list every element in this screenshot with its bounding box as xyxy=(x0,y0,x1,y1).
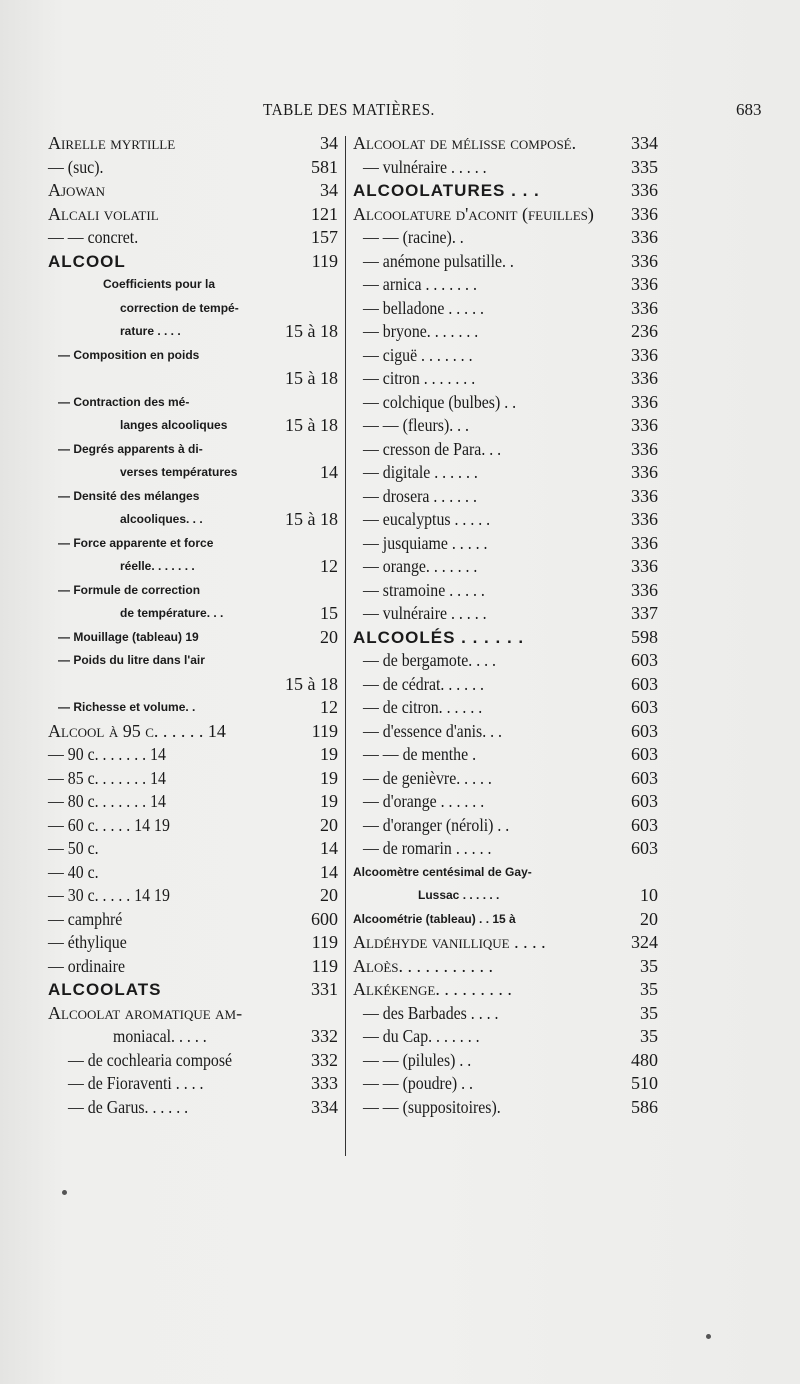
index-entry xyxy=(48,696,338,720)
index-entry xyxy=(48,226,338,250)
entry-label: — — (poudre) . . xyxy=(363,1073,473,1093)
entry-label: Alcoolat de mélisse composé. xyxy=(353,133,577,153)
entry-label: — Densité des mélanges xyxy=(58,488,200,503)
index-entry xyxy=(48,156,338,180)
entry-page-ref: 336 xyxy=(631,438,658,459)
entry-page-ref: 603 xyxy=(631,720,658,741)
entry-page-ref: 336 xyxy=(631,556,658,576)
entry-page-ref: 336 xyxy=(631,274,658,294)
entry-label: — stramoine . . . . . xyxy=(363,579,485,600)
entry-label: — Richesse et volume. . xyxy=(58,700,196,714)
index-entry xyxy=(353,861,658,885)
entry-label: — cresson de Para. . . xyxy=(363,438,502,459)
entry-label: — de Fioraventi . . . . xyxy=(68,1073,204,1093)
entry-label: Coefficients pour la xyxy=(103,277,216,291)
index-entry xyxy=(48,320,338,344)
running-title: TABLE DES MATIÈRES. xyxy=(263,100,435,119)
index-entry xyxy=(353,1025,658,1049)
index-entry xyxy=(48,814,338,838)
entry-label: — de genièvre. . . . . xyxy=(363,767,492,788)
entry-page-ref: 337 xyxy=(631,603,658,623)
entry-label: — de romarin . . . . . xyxy=(363,838,492,858)
entry-label: — Poids du litre dans l'air xyxy=(58,653,205,667)
entry-page-ref: 336 xyxy=(631,250,658,271)
entry-page-ref: 480 xyxy=(631,1049,658,1070)
index-entry xyxy=(353,156,658,180)
index-entry xyxy=(48,391,338,415)
entry-label: — du Cap. . . . . . . xyxy=(363,1026,480,1046)
entry-label: — — de menthe . xyxy=(363,744,477,764)
entry-label: — Formule de correction xyxy=(58,582,201,597)
entry-page-ref: 336 xyxy=(631,462,658,482)
entry-page-ref: 12 xyxy=(320,697,338,717)
index-entry xyxy=(48,297,338,321)
entry-label: — Contraction des mé- xyxy=(58,394,190,409)
entry-label: — arnica . . . . . . . xyxy=(363,274,477,294)
entry-page-ref: 581 xyxy=(311,156,338,177)
entry-page-ref: 603 xyxy=(631,791,658,811)
entry-label: — Mouillage (tableau) 19 xyxy=(58,629,199,644)
entry-page-ref: 20 xyxy=(320,885,338,905)
entry-label: correction de tempé- xyxy=(120,300,239,315)
entry-page-ref: 14 xyxy=(320,462,338,482)
index-entry xyxy=(48,508,338,532)
index-entry xyxy=(48,438,338,462)
index-entry xyxy=(48,250,338,274)
entry-label: Aldéhyde vanillique . . . . xyxy=(353,932,546,952)
entry-label: — ordinaire xyxy=(48,955,125,976)
index-entry xyxy=(48,367,338,391)
entry-label: — belladone . . . . . xyxy=(363,297,484,318)
entry-page-ref: 336 xyxy=(631,579,658,600)
entry-label: verses températures xyxy=(120,465,238,479)
index-entry xyxy=(353,1002,658,1026)
index-entry xyxy=(353,320,658,344)
entry-page-ref: 333 xyxy=(311,1073,338,1093)
entry-page-ref: 332 xyxy=(311,1049,338,1070)
entry-page-ref: 35 xyxy=(640,979,658,999)
index-entry xyxy=(353,391,658,415)
entry-page-ref: 19 xyxy=(320,744,338,764)
index-entry xyxy=(353,1072,658,1096)
entry-label: réelle. . . . . . . xyxy=(120,559,195,573)
entry-page-ref: 336 xyxy=(631,415,658,435)
entry-label: — anémone pulsatille. . xyxy=(363,250,514,271)
index-entry xyxy=(48,931,338,955)
entry-label: — colchique (bulbes) . . xyxy=(363,391,517,412)
entry-page-ref: 336 xyxy=(631,509,658,529)
entry-label: Alkékenge. . . . . . . . . xyxy=(353,979,512,999)
entry-label: — 60 c. . . . . 14 19 xyxy=(48,814,170,835)
entry-label: — de citron. . . . . . xyxy=(363,697,483,717)
entry-page-ref: 336 xyxy=(631,485,658,506)
index-entry xyxy=(353,438,658,462)
entry-label: — de cochlearia composé xyxy=(68,1049,233,1070)
entry-page-ref: 119 xyxy=(311,932,338,952)
entry-page-ref: 603 xyxy=(631,673,658,694)
entry-page-ref: 20 xyxy=(320,814,338,835)
index-entry xyxy=(353,837,658,861)
entry-label: — d'oranger (néroli) . . xyxy=(363,814,510,835)
index-entry xyxy=(48,1072,338,1096)
entry-label: — 80 c. . . . . . . 14 xyxy=(48,791,166,811)
index-entry xyxy=(353,978,658,1002)
index-entry xyxy=(353,884,658,908)
index-entry xyxy=(353,485,658,509)
index-entry xyxy=(48,602,338,626)
entry-label: — — (suppositoires). xyxy=(363,1096,501,1117)
entry-page-ref: 336 xyxy=(631,227,658,247)
entry-label: — Degrés apparents à di- xyxy=(58,441,203,456)
entry-label: ALCOOLATS xyxy=(48,980,162,999)
entry-label: — — (pilules) . . xyxy=(363,1049,472,1070)
index-entry xyxy=(353,955,658,979)
entry-page-ref: 15 à 18 xyxy=(285,368,338,388)
entry-label: — orange. . . . . . . xyxy=(363,556,478,576)
page-header xyxy=(0,100,800,124)
entry-page-ref: 35 xyxy=(640,1002,658,1023)
entry-page-ref: 586 xyxy=(631,1096,658,1117)
index-entry xyxy=(48,203,338,227)
index-entry xyxy=(353,203,658,227)
entry-label: — — concret. xyxy=(48,227,139,247)
index-entry xyxy=(353,273,658,297)
index-entry xyxy=(353,367,658,391)
index-entry xyxy=(48,908,338,932)
index-entry xyxy=(353,720,658,744)
entry-label: Alcali volatil xyxy=(48,203,159,224)
entry-page-ref: 324 xyxy=(631,932,658,952)
index-entry xyxy=(353,297,658,321)
index-entry xyxy=(48,767,338,791)
entry-label: alcooliques. . . xyxy=(120,512,203,526)
index-entry xyxy=(353,626,658,650)
index-entry xyxy=(48,743,338,767)
entry-label: — — (fleurs). . . xyxy=(363,415,470,435)
index-entry xyxy=(353,132,658,156)
index-entry xyxy=(353,250,658,274)
entry-page-ref: 334 xyxy=(631,133,658,153)
index-entry xyxy=(48,414,338,438)
ink-speck xyxy=(62,1190,67,1195)
entry-page-ref: 236 xyxy=(631,321,658,341)
index-entry xyxy=(353,461,658,485)
entry-label: — des Barbades . . . . xyxy=(363,1002,499,1023)
index-entry xyxy=(48,649,338,673)
entry-page-ref: 20 xyxy=(320,626,338,647)
entry-label: — vulnéraire . . . . . xyxy=(363,603,487,623)
entry-page-ref: 157 xyxy=(311,227,338,247)
entry-label: — 85 c. . . . . . . 14 xyxy=(48,767,166,788)
entry-page-ref: 603 xyxy=(631,814,658,835)
entry-page-ref: 334 xyxy=(311,1096,338,1117)
index-entry xyxy=(353,814,658,838)
entry-page-ref: 598 xyxy=(631,626,658,647)
index-entry xyxy=(353,649,658,673)
entry-page-ref: 19 xyxy=(320,767,338,788)
entry-label: — éthylique xyxy=(48,932,127,952)
entry-page-ref: 19 xyxy=(320,791,338,811)
entry-label: Airelle myrtille xyxy=(48,133,176,153)
entry-page-ref: 603 xyxy=(631,697,658,717)
entry-page-ref: 34 xyxy=(320,180,338,200)
entry-page-ref: 336 xyxy=(631,532,658,553)
index-entry xyxy=(48,978,338,1002)
index-entry xyxy=(48,344,338,368)
index-entry xyxy=(353,344,658,368)
index-entry xyxy=(353,931,658,955)
entry-label: — de bergamote. . . . xyxy=(363,650,497,670)
entry-page-ref: 20 xyxy=(640,908,658,929)
entry-page-ref: 34 xyxy=(320,133,338,153)
index-column-right xyxy=(353,132,658,1119)
entry-label: — drosera . . . . . . xyxy=(363,485,477,506)
entry-page-ref: 336 xyxy=(631,391,658,412)
entry-label: — ciguë . . . . . . . xyxy=(363,344,473,365)
entry-page-ref: 510 xyxy=(631,1073,658,1093)
index-entry xyxy=(48,884,338,908)
index-entry xyxy=(48,132,338,156)
index-entry xyxy=(48,673,338,697)
index-entry xyxy=(48,485,338,509)
entry-label: — camphré xyxy=(48,908,123,929)
entry-label: ALCOOLATURES . . . xyxy=(353,181,540,200)
entry-page-ref: 15 à 18 xyxy=(285,673,338,694)
entry-label: — digitale . . . . . . xyxy=(363,462,478,482)
index-entry xyxy=(48,532,338,556)
index-entry xyxy=(48,1025,338,1049)
index-entry xyxy=(48,1002,338,1026)
entry-label: Aloès. . . . . . . . . . . xyxy=(353,955,493,976)
index-entry xyxy=(48,1096,338,1120)
entry-page-ref: 600 xyxy=(311,908,338,929)
entry-label: — 90 c. . . . . . . 14 xyxy=(48,744,166,764)
entry-label: — jusquiame . . . . . xyxy=(363,532,488,553)
entry-label: — 50 c. xyxy=(48,838,99,858)
index-entry xyxy=(48,955,338,979)
index-entry xyxy=(353,1049,658,1073)
entry-page-ref: 332 xyxy=(311,1026,338,1046)
entry-page-ref: 15 xyxy=(320,603,338,623)
index-entry xyxy=(353,696,658,720)
index-entry xyxy=(48,1049,338,1073)
entry-page-ref: 119 xyxy=(311,955,338,976)
entry-label: Alcoolature d'aconit (feuilles) xyxy=(353,203,594,224)
index-entry xyxy=(353,579,658,603)
entry-page-ref: 12 xyxy=(320,556,338,576)
entry-label: ALCOOL xyxy=(48,251,126,271)
entry-page-ref: 336 xyxy=(631,368,658,388)
entry-label: Lussac . . . . . . xyxy=(418,888,500,902)
index-entry xyxy=(48,555,338,579)
page-number: 683 xyxy=(736,100,762,119)
entry-label: de température. . . xyxy=(120,606,224,620)
index-entry xyxy=(353,673,658,697)
index-entry xyxy=(48,720,338,744)
index-entry xyxy=(353,508,658,532)
entry-page-ref: 15 à 18 xyxy=(285,509,338,529)
entry-label: — (suc). xyxy=(48,156,104,177)
entry-label: moniacal. . . . . xyxy=(113,1026,207,1046)
index-entry xyxy=(353,790,658,814)
entry-page-ref: 15 à 18 xyxy=(285,415,338,435)
index-entry xyxy=(48,837,338,861)
entry-page-ref: 336 xyxy=(631,344,658,365)
entry-page-ref: 119 xyxy=(311,720,338,741)
index-entry xyxy=(353,179,658,203)
index-entry xyxy=(353,532,658,556)
entry-label: langes alcooliques xyxy=(120,418,228,432)
index-entry xyxy=(353,908,658,932)
entry-page-ref: 336 xyxy=(631,297,658,318)
index-entry xyxy=(48,579,338,603)
index-entry xyxy=(48,273,338,297)
index-entry xyxy=(353,555,658,579)
index-entry xyxy=(48,626,338,650)
entry-page-ref: 10 xyxy=(640,885,658,905)
entry-label: Alcoométrie (tableau) . . 15 à xyxy=(353,911,516,926)
index-entry xyxy=(48,179,338,203)
ink-speck xyxy=(706,1334,711,1339)
entry-label: rature . . . . xyxy=(120,324,181,338)
entry-page-ref: 336 xyxy=(631,180,658,200)
column-divider xyxy=(345,136,346,1156)
entry-page-ref: 335 xyxy=(631,156,658,177)
entry-page-ref: 336 xyxy=(631,203,658,224)
index-entry xyxy=(353,602,658,626)
entry-page-ref: 35 xyxy=(640,1026,658,1046)
entry-page-ref: 14 xyxy=(320,838,338,858)
entry-label: — — (racine). . xyxy=(363,227,464,247)
entry-label: — d'orange . . . . . . xyxy=(363,791,485,811)
entry-label: — Composition en poids xyxy=(58,347,200,362)
entry-label: — bryone. . . . . . . xyxy=(363,321,479,341)
entry-page-ref: 603 xyxy=(631,650,658,670)
entry-label: — d'essence d'anis. . . xyxy=(363,720,502,741)
entry-label: — vulnéraire . . . . . xyxy=(363,156,487,177)
index-entry xyxy=(353,414,658,438)
entry-page-ref: 331 xyxy=(311,979,338,999)
entry-page-ref: 603 xyxy=(631,767,658,788)
index-entry xyxy=(353,1096,658,1120)
entry-page-ref: 119 xyxy=(311,250,338,271)
entry-page-ref: 14 xyxy=(320,861,338,882)
entry-label: — 30 c. . . . . 14 19 xyxy=(48,885,170,905)
index-entry xyxy=(353,767,658,791)
entry-page-ref: 35 xyxy=(640,955,658,976)
entry-label: — eucalyptus . . . . . xyxy=(363,509,491,529)
index-column-left xyxy=(48,132,338,1119)
entry-label: Alcool à 95 c. . . . . . 14 xyxy=(48,720,226,741)
entry-label: — citron . . . . . . . xyxy=(363,368,476,388)
entry-page-ref: 121 xyxy=(311,203,338,224)
entry-label: Alcoomètre centésimal de Gay- xyxy=(353,864,532,879)
entry-page-ref: 603 xyxy=(631,744,658,764)
entry-label: ALCOOLÉS . . . . . . xyxy=(353,627,525,647)
entry-page-ref: 603 xyxy=(631,838,658,858)
entry-label: Alcoolat aromatique am- xyxy=(48,1002,243,1023)
index-entry xyxy=(353,743,658,767)
entry-label: — 40 c. xyxy=(48,861,99,882)
index-entry xyxy=(48,790,338,814)
entry-label: — de Garus. . . . . . xyxy=(68,1096,189,1117)
index-entry xyxy=(48,461,338,485)
entry-label: — Force apparente et force xyxy=(58,535,214,550)
index-entry xyxy=(353,226,658,250)
index-entry xyxy=(48,861,338,885)
entry-page-ref: 15 à 18 xyxy=(285,321,338,341)
entry-label: Ajowan xyxy=(48,180,106,200)
entry-label: — de cédrat. . . . . . xyxy=(363,673,484,694)
